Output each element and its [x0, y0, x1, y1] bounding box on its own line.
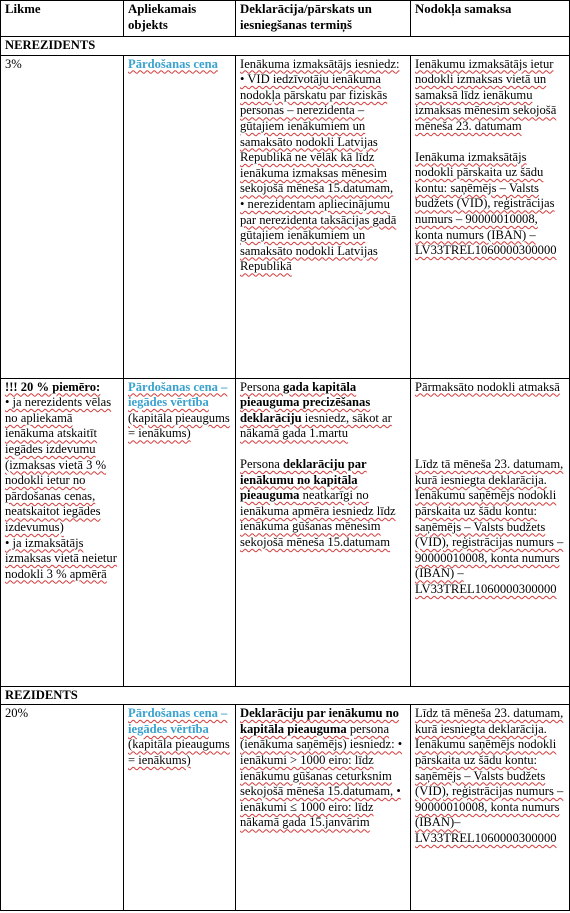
- object-note: (kapitāla pieaugums = ienākums): [128, 410, 230, 441]
- section-row-nonresident: [1, 37, 570, 56]
- table-row: [1, 378, 570, 686]
- rate-cell: [1, 378, 124, 686]
- declaration-text-2: [240, 457, 406, 551]
- section-title-resident: REZIDENTS: [1, 686, 570, 705]
- object-cell: [124, 705, 236, 911]
- rate-bullet-2: • ja izmaksātājs izmaksas vietā neietur nodokli 3 % apmērā: [5, 535, 117, 581]
- header-payment: Nodokļa samaksa: [411, 1, 570, 37]
- rate-cell: [1, 55, 124, 378]
- declaration-text-rest: persona (ienākuma saņēmējs) iesniedz: • ienākumi > 1000 eiro: līdz ienākumu gūšanas ceturksnim sekojošā mēneša 15.datumam, • ienākumi ≤ 1000 eiro: līdz nākamā gada 15.janvārim: [240, 721, 403, 830]
- object-cell: [124, 55, 236, 378]
- section-title-nonresident: NEREZIDENTS: [1, 37, 570, 56]
- declaration-cell: [236, 378, 411, 686]
- payment-text-2: Ienākuma izmaksātājs nodokli pārskaita uz šādu kontu: saņēmējs – Valsts budžets (VID), reģistrācijas numurs – 90000010008, konta numurs (IBAN) – LV33TREL1060000300000: [415, 149, 557, 258]
- declaration-text-1: Ienākuma izmaksātājs iesniedz: • VID iedzīvotāju ienākuma nodokļa pārskatu par fiziskās personas – nerezidenta – gūtajiem ienākumiem un samaksāto nodokli Latvijas Republikā ne vēlāk kā līdz ienākuma izmaksas mēnesim sekojošā mēneša 15.datumam,: [240, 56, 400, 196]
- declaration-text-2: • nerezidentam apliecinājumu par nerezidenta taksācijas gadā gūtajiem ienākumiem un samaksāto nodokli Latvijas Republikā: [240, 196, 397, 274]
- declaration-text-1b: gada kapitāla pieauguma precizēšanas deklarāciju: [240, 379, 371, 425]
- payment-text: Līdz tā mēneša 23. datumam, kurā iesniegta deklarācija. Ienākumu saņēmējs nodokli pārskaita uz šādu kontu: saņēmējs – Valsts budžets (VID), reģistrācijas numurs – 90000010008, konta numurs (IBAN)– LV33TREL1060000300000: [415, 706, 564, 845]
- declaration-cell: [236, 705, 411, 911]
- rate-value: 20%: [5, 706, 29, 721]
- rate-cell: [1, 705, 124, 911]
- header-object: Apliekamais objekts: [124, 1, 236, 37]
- object-value: Pārdošanas cena: [128, 56, 218, 71]
- declaration-text-1a: Persona: [240, 379, 284, 394]
- payment-text-2: Līdz tā mēneša 23. datumam, kurā iesniegta deklarācija. Ienākumu saņēmējs nodokli pārskaita uz šādu kontu: saņēmējs – Valsts budžets (VID), reģistrācijas numurs – 90000010008, konta numurs (IBAN) – LV33TREL1060000300000: [415, 457, 564, 596]
- payment-text-1: Pārmaksāto nodokli atmaksā: [415, 379, 560, 394]
- payment-cell: [411, 705, 570, 911]
- declaration-cell: [236, 55, 411, 378]
- table-row: [1, 55, 570, 378]
- header-declaration: Deklarācija/pārskats un iesniegšanas termiņš: [236, 1, 411, 37]
- declaration-text-2b: deklarāciju par ienākumu no kapitāla pieauguma: [240, 456, 367, 503]
- rate-bullet-1: • ja nerezidents vēlas no apliekamā ienākuma atskaitīt iegādes izdevumu (izmaksas vietā 3 % nodokli ietur no pārdošanas cenas, neatskaitot iegādes izdevumus): [5, 395, 112, 534]
- declaration-text-1: [240, 380, 406, 442]
- rate-heading: !!! 20 % piemēro:: [5, 379, 101, 394]
- object-value: Pārdošanas cena – iegādes vērtība: [128, 379, 228, 410]
- object-note: (kapitāla pieaugums = ienākums): [128, 737, 230, 767]
- header-rate: Likme: [1, 1, 124, 37]
- declaration-text-1c: iesniedz, sākot ar nākamā gada 1.martu: [240, 410, 392, 441]
- section-row-resident: [1, 686, 570, 705]
- declaration-text-bold: Deklarāciju par ienākumu no kapitāla pieauguma: [240, 706, 399, 736]
- rate-value: 3%: [5, 56, 22, 71]
- table-row: [1, 705, 570, 911]
- payment-cell: [411, 55, 570, 378]
- object-cell: [124, 378, 236, 686]
- declaration-text: [240, 706, 406, 831]
- declaration-text-2a: Persona: [240, 456, 284, 471]
- header-row: [1, 1, 570, 37]
- declaration-text-2c: neatkarīgi no ienākuma apmēra iesniedz līdz ienākuma gūšanas mēnesim sekojošā mēneša 15.datumam: [240, 488, 396, 549]
- object-value: Pārdošanas cena – iegādes vērtība: [128, 706, 228, 736]
- payment-cell: [411, 378, 570, 686]
- payment-text-1: Ienākumu izmaksātājs ietur nodokli izmaksas vietā un samaksā līdz ienākumu izmaksas mēnesim sekojošā mēneša 23. datumam: [415, 56, 557, 133]
